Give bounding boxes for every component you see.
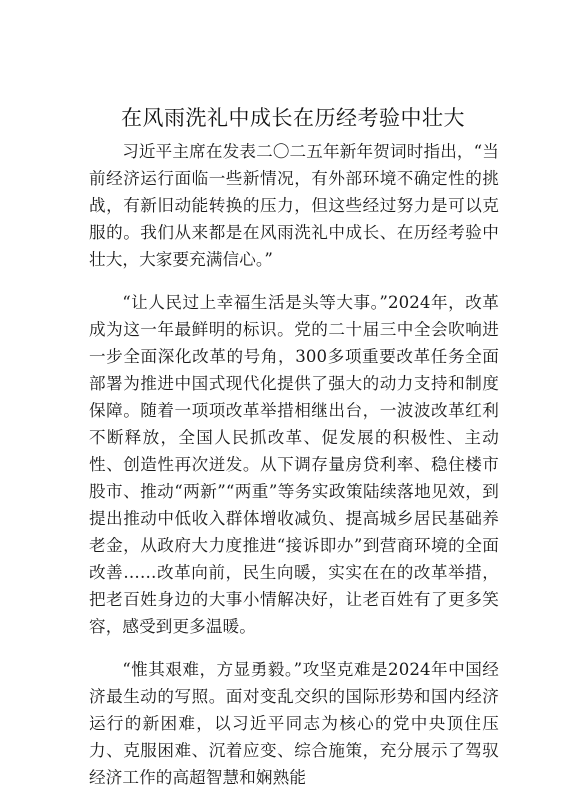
paragraph-1: 习近平主席在发表二〇二五年新年贺词时指出，“当前经济运行面临一些新情况，有外部环境不确定性的挑战，有新旧动能转换的压力，但这些经过努力是可以克服的。我们从来都是在风雨洗礼中成长、在历经考验中壮大，大家要充满信心。” [89, 142, 499, 269]
document-body [89, 138, 499, 807]
paragraph-3: “惟其艰难，方显勇毅。”攻坚克难是2024年中国经济最生动的写照。面对变乱交织的国际形势和国内经济运行的新困难，以习近平同志为核心的党中央顶住压力、克服困难、沉着应变、综合施策，充分展示了驾驭经济工作的高超智慧和娴熟能 [89, 660, 499, 787]
paragraph-2: “让人民过上幸福生活是头等大事。”2024年，改革成为这一年最鲜明的标识。党的二十届三中全会吹响进一步全面深化改革的号角，300多项重要改革任务全面部署为推进中国式现代化提供了强大的动力支持和制度保障。随着一项项改革举措相继出台，一波波改革红利不断释放，全国人民抓改革、促发展的积极性、主动性、创造性再次迸发。从下调存量房贷利率、稳住楼市股市、推动“两新”“两重”等务实政策陆续落地见效，到提出推动中低收入群体增收减负、提高城乡居民基础养老金，从政府大力度推进“接诉即办”到营商环境的全面改善……改革向前，民生向暖，实实在在的改革举措，把老百姓身边的大事小情解决好，让老百姓有了更多笑容，感受到更多温暖。 [89, 293, 499, 636]
page-title: 在风雨洗礼中成长在历经考验中壮大 [121, 106, 465, 130]
